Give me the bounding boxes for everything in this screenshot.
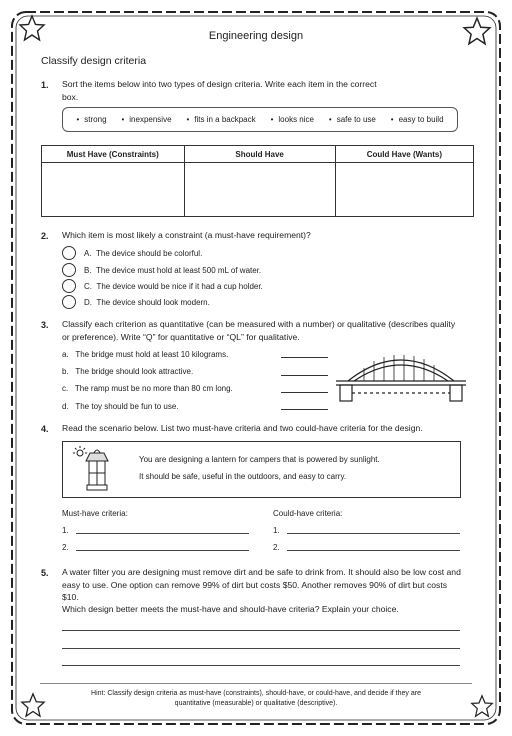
question-1-text: Sort the items below into two types of design criteria. Write each item in the correct box.: [62, 79, 377, 102]
answer-blank[interactable]: [281, 409, 328, 410]
criterion-d: [62, 402, 179, 411]
option-letter: B.: [84, 265, 92, 275]
word-bank-item: • looks nice: [271, 115, 314, 124]
answer-cell-could[interactable]: [335, 163, 473, 217]
radio-circle[interactable]: [62, 246, 76, 260]
hint-line-2: quantitative (measurable) or qualitative (descriptive).: [174, 700, 338, 707]
option-a[interactable]: [62, 246, 202, 260]
page-title: Engineering design: [208, 30, 304, 42]
question-5-number: 5.: [41, 568, 49, 578]
could-have-label: Could-have criteria:: [273, 509, 343, 518]
criterion-text: The toy should be fun to use.: [75, 402, 179, 411]
option-d[interactable]: [62, 295, 210, 309]
radio-circle[interactable]: [62, 295, 76, 309]
option-letter: A.: [84, 248, 92, 258]
answer-line-3[interactable]: [62, 665, 460, 666]
hint-divider: [40, 683, 472, 684]
answer-blank[interactable]: [281, 375, 328, 376]
answer-cell-must[interactable]: [42, 163, 185, 217]
option-text: The device would be nice if it had a cup holder.: [96, 281, 263, 291]
answer-blank[interactable]: [281, 392, 328, 393]
word-bank-item: • safe to use: [329, 115, 376, 124]
option-b[interactable]: [62, 263, 261, 277]
column-header-should: Should Have: [184, 146, 335, 163]
criterion-letter: b.: [62, 367, 69, 376]
criterion-text: The ramp must be no more than 80 cm long.: [74, 384, 233, 393]
criterion-text: The bridge must hold at least 10 kilograms.: [75, 350, 229, 359]
option-letter: D.: [84, 297, 92, 307]
star-icon-bottom-right: [470, 694, 494, 718]
criterion-letter: d.: [62, 402, 69, 411]
column-header-could: Could Have (Wants): [335, 146, 473, 163]
could-have-line-2[interactable]: [287, 550, 460, 551]
answer-cell-should[interactable]: [184, 163, 335, 217]
option-text: The device must hold at least 500 mL of water.: [96, 265, 262, 275]
could-have-line-1[interactable]: [287, 533, 460, 534]
list-number: 1.: [273, 526, 280, 535]
criterion-c: [62, 384, 233, 393]
must-have-line-1[interactable]: [76, 533, 249, 534]
must-have-line-2[interactable]: [76, 550, 249, 551]
criterion-letter: c.: [62, 384, 69, 393]
bridge-illustration: [334, 345, 468, 403]
option-text: The device should look modern.: [96, 297, 210, 307]
hint-text: [40, 689, 472, 709]
radio-circle[interactable]: [62, 279, 76, 293]
question-3-number: 3.: [41, 320, 49, 330]
answer-line-2[interactable]: [62, 648, 460, 649]
question-2-number: 2.: [41, 231, 49, 241]
word-bank-item: • inexpensive: [121, 115, 171, 124]
must-have-label: Must-have criteria:: [62, 509, 128, 518]
criterion-letter: a.: [62, 350, 69, 359]
list-number: 1.: [62, 526, 69, 535]
scenario-line-2: It should be safe, useful in the outdoors, and easy to carry.: [139, 472, 347, 481]
option-c[interactable]: [62, 279, 263, 293]
criteria-table: [41, 145, 474, 217]
section-title: Classify design criteria: [41, 55, 147, 67]
question-4-number: 4.: [41, 424, 49, 434]
option-text: The device should be colorful.: [96, 248, 203, 258]
criterion-b: [62, 367, 193, 376]
list-number: 2.: [273, 543, 280, 552]
criterion-a: [62, 350, 228, 359]
question-2-text: Which item is most likely a constraint (a must-have requirement)?: [62, 230, 311, 240]
question-4-text: Read the scenario below. List two must-have criteria and two could-have criteria for the design.: [62, 423, 423, 433]
question-5-text: A water filter you are designing must remove dirt and be safe to drink from. It should also be low cost and easy to use. One option can remove 99% of dirt but costs $50. Another removes 90% of dirt but costs $10.: [62, 567, 461, 602]
answer-blank[interactable]: [281, 357, 328, 358]
scenario-line-1: You are designing a lantern for campers that is powered by sunlight.: [139, 455, 380, 464]
criterion-text: The bridge should look attractive.: [75, 367, 194, 376]
word-bank-item: • strong: [76, 115, 106, 124]
question-3-text: Classify each criterion as quantitative (can be measured with a number) or qualitative (describes quality or preference). Write “Q” for quantitative or “QL” for qualitative.: [62, 319, 456, 342]
solar-lantern-icon: [72, 445, 116, 493]
option-letter: C.: [84, 281, 92, 291]
word-bank-item: • fits in a backpack: [186, 115, 255, 124]
list-number: 2.: [62, 543, 69, 552]
column-header-must: Must Have (Constraints): [42, 146, 185, 163]
hint-line-1: Hint: Classify design criteria as must-have (constraints), should-have, or could-have, and decide if they are: [91, 690, 421, 697]
radio-circle[interactable]: [62, 263, 76, 277]
question-5-question: Which design better meets the must-have and should-have criteria? Explain your choice.: [62, 604, 399, 614]
word-bank: [62, 107, 458, 132]
word-bank-item: • easy to build: [391, 115, 444, 124]
question-1-number: 1.: [41, 80, 49, 90]
answer-line-1[interactable]: [62, 630, 460, 631]
scenario-box: [62, 441, 461, 498]
